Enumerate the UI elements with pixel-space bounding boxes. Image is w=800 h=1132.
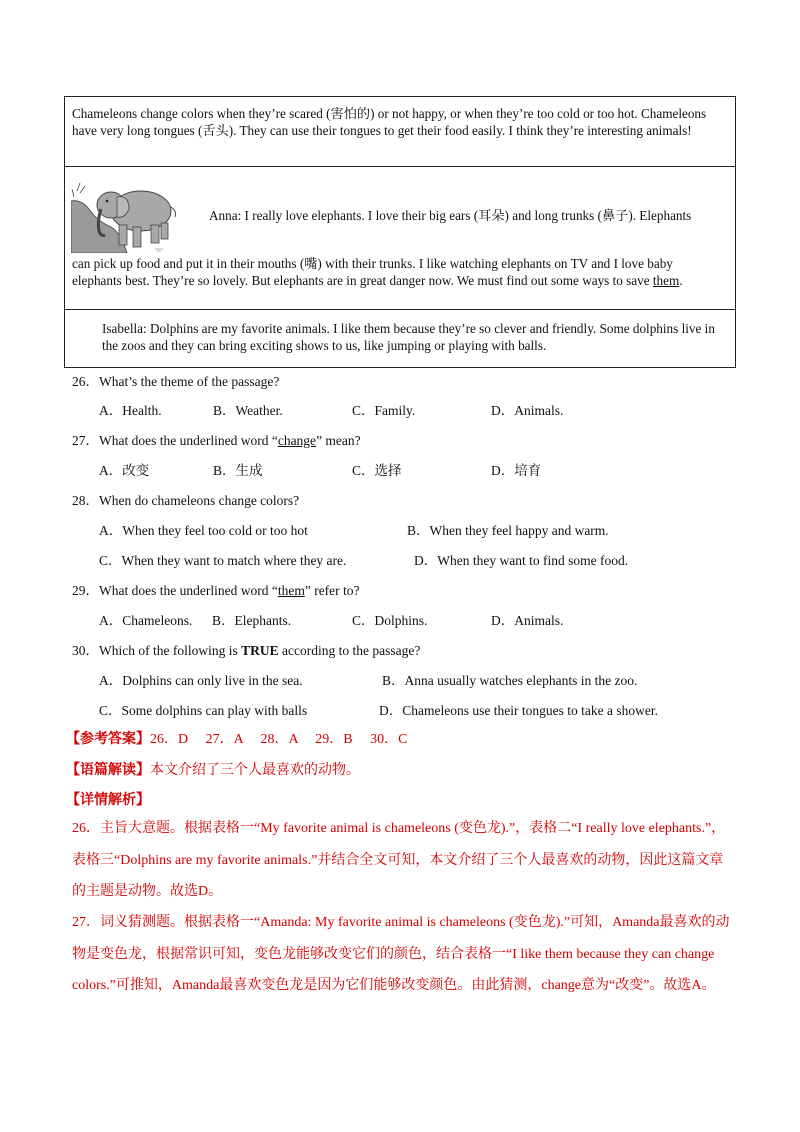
q29-option-b: B．Elephants. [212, 613, 292, 628]
chameleon-text: Chameleons change colors when they’re scared (害怕的) or not happy, or when they’re too cold or too hot. Chameleons have very long tongues (舌头). They can use their tongues to get their food easily. I think they’re interesting animals! [72, 106, 707, 138]
q30-stem-pre: 30．Which of the following is [72, 643, 242, 658]
reference-answer-values: 26．D 27．A 28．A 29．B 30．C [150, 732, 408, 747]
q28-option-a: A．When they feel too cold or too hot [99, 523, 308, 538]
q29-stem-pre: 29．What does the underlined word “ [72, 583, 278, 598]
passage-table [64, 96, 736, 368]
interpretation-label: 【语篇解读】 [66, 763, 150, 778]
q29-option-c: C．Dolphins. [352, 613, 428, 628]
q28-option-d: D．When they want to find some food. [414, 553, 629, 568]
q27-stem-pre: 27．What does the underlined word “ [72, 433, 278, 448]
q27-option-b: B．生成 [213, 463, 263, 478]
q29-option-a: A．Chameleons. [99, 613, 193, 628]
chameleon-cell [65, 97, 735, 167]
reference-answer-label: 【参考答案】 [66, 732, 150, 747]
q29-stem-post: ” refer to? [304, 583, 360, 598]
anna-first-line: Anna: I really love elephants. I love their big ears (耳朵) and long trunks (鼻子). Elephants [209, 208, 692, 223]
dolphin-cell [65, 310, 735, 367]
detail-analysis-label: 【详情解析】 [66, 793, 150, 808]
anna-period: . [679, 273, 683, 288]
q30-option-b: B．Anna usually watches elephants in the zoo. [382, 673, 638, 688]
passage-interpretation [66, 762, 360, 780]
q28-option-c: C．When they want to match where they are. [99, 553, 347, 568]
anna-rest-text: can pick up food and put it in their mouths (嘴) with their trunks. I like watching elephants on TV and I love baby elephants best. They’re so lovely. But elephants are in great danger now. We must find out some ways to save [72, 256, 673, 288]
q26-option-a: A．Health. [99, 403, 162, 418]
q26-option-b: B．Weather. [213, 403, 283, 418]
q29-option-d: D．Animals. [491, 613, 564, 628]
question-29-stem [72, 582, 360, 599]
question-27-stem [72, 432, 361, 449]
q27-stem-post: ” mean? [316, 433, 361, 448]
question-26-stem: 26．What’s the theme of the passage? [72, 374, 280, 389]
q27-underlined-word: change [277, 433, 317, 448]
interpretation-text: 本文介绍了三个人最喜欢的动物。 [150, 763, 360, 778]
isabella-text [72, 320, 727, 354]
q27-option-c: C．选择 [352, 463, 402, 478]
q30-bold-word: TRUE [241, 643, 279, 658]
anna-paragraph [72, 255, 724, 289]
explanation-27: 27．词义猜测题。根据表格一“Amanda: My favorite animal is chameleons (变色龙).”可知，Amanda最喜欢的动物是变色龙，根据常识可知，变色龙能够改变它们的颜色，结合表格一“I like them because they can change colors.”可推知，Amanda最喜欢变色龙是因为它们能够改变颜色。由此猜测，change意为“改变”。故选A。 [72, 915, 730, 993]
q30-option-a: A．Dolphins can only live in the sea. [99, 673, 303, 688]
q30-option-d: D．Chameleons use their tongues to take a shower. [379, 703, 658, 718]
explanation-26: 26．主旨大意题。根据表格一“My favorite animal is chameleons (变色龙).”，表格二“I really love elephants.”，表格三“Dolphins are my favorite animals.”并结合全文可知，本文介绍了三个人最喜欢的动物，因此这篇文章的主题是动物。故选D。 [72, 821, 726, 899]
q30-stem-post: according to the passage? [278, 643, 421, 658]
q29-underlined-word: them [277, 583, 305, 598]
q26-option-d: D．Animals. [491, 403, 564, 418]
q27-option-a: A．改变 [99, 463, 150, 478]
underlined-them: them [652, 273, 680, 288]
q28-option-b: B．When they feel happy and warm. [407, 523, 609, 538]
question-30-stem [72, 642, 420, 659]
q30-option-c: C．Some dolphins can play with balls [99, 703, 308, 718]
elephant-illustration [71, 181, 183, 253]
q26-option-c: C．Family. [352, 403, 416, 418]
isabella-paragraph: Isabella: Dolphins are my favorite animals. I like them because they’re so clever and friendly. Some dolphins live in the zoos and they can bring exciting shows to us, like jumping or playing with balls. [102, 321, 715, 353]
q27-option-d: D．培育 [491, 463, 542, 478]
question-28-stem: 28．When do chameleons change colors? [72, 493, 300, 508]
reference-answer [66, 731, 407, 749]
elephant-cell [65, 167, 735, 310]
